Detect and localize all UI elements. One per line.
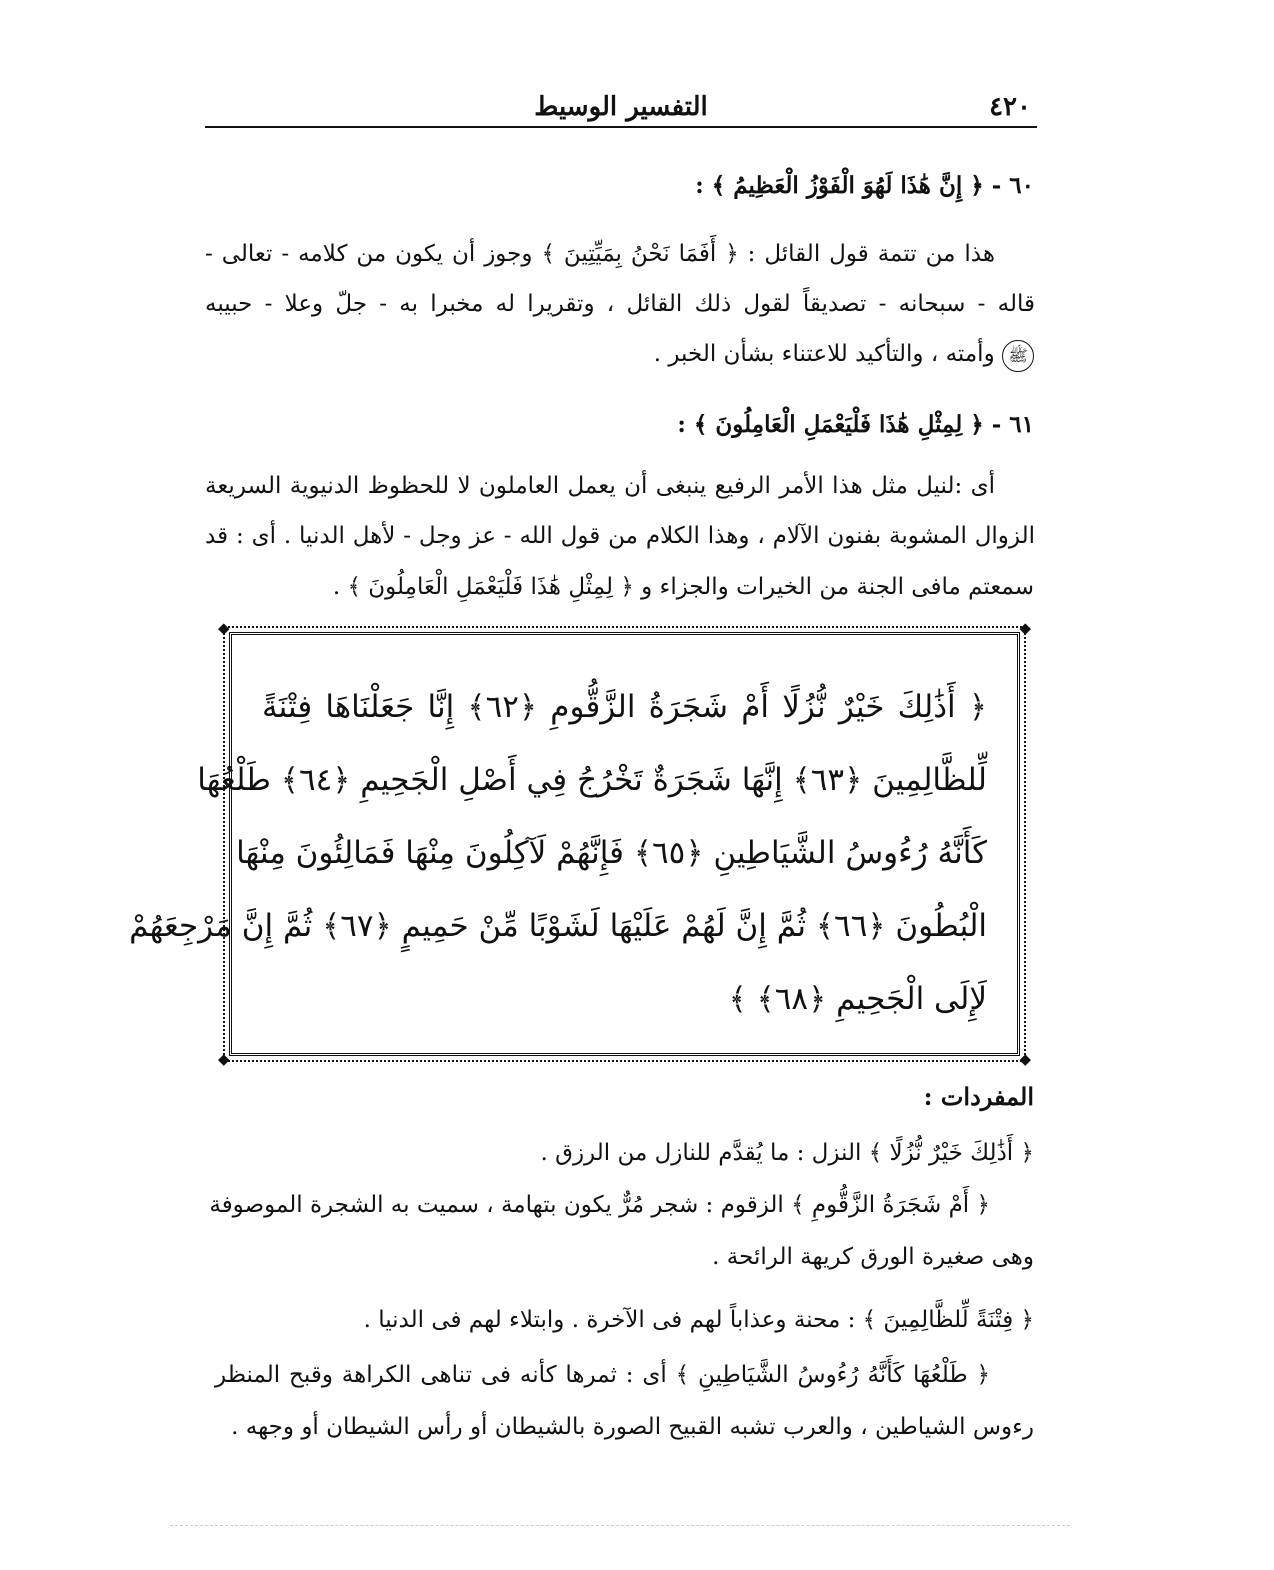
vocab-entry-2-line-1: ﴿ أَمْ شَجَرَةُ الزَّقُّومِ ﴾ الزقوم : شجر مُرٌّ يكون بتهامة ، سميت به الشجرة الموصوفة: [209, 1192, 990, 1218]
ornament-diamond-icon: ◆: [218, 619, 230, 637]
vocab-entry-4-line-1: ﴿ طَلْعُهَا كَأَنَّهُ رُءُوسُ الشَّيَاطِينِ ﴾ أى : ثمرها كأنه فى تناهى الكراهة وقبح المنظر: [215, 1362, 990, 1388]
quran-verse-box: [129, 619, 1031, 1068]
vocab-entry-1: ﴿ أَذَٰلِكَ خَيْرٌ نُّزُلًا ﴾ النزل : ما يُقدَّم للنازل من الرزق .: [540, 1140, 1034, 1166]
verse-61-heading: ٦١ - ﴿ لِمِثْلِ هَٰذَا فَلْيَعْمَلِ الْعَامِلُونَ ﴾ :: [677, 411, 1034, 438]
ornament-diamond-icon: ◆: [1019, 619, 1031, 637]
quran-line-4: الْبُطُونَ ﴿٦٦﴾ ثُمَّ إِنَّ لَهُمْ عَلَيْهَا لَشَوْبًا مِّنْ حَمِيمٍ ﴿٦٧﴾ ثُمَّ إِنَّ مَرْجِعَهُمْ: [129, 908, 987, 944]
verse-60-line-3-text: وأمته ، والتأكيد للاعتناء بشأن الخبر .: [653, 341, 995, 367]
quran-line-1: ﴿ أَذَٰلِكَ خَيْرٌ نُّزُلًا أَمْ شَجَرَةُ الزَّقُّومِ ﴿٦٢﴾ إِنَّا جَعَلْنَاهَا فِتْنَةً: [262, 689, 988, 725]
ornament-diamond-icon: ◆: [1019, 1050, 1031, 1068]
verse-60-heading: ٦٠ - ﴿ إِنَّ هَٰذَا لَهُوَ الْفَوْزُ الْعَظِيمُ ﴾ :: [695, 172, 1034, 199]
vocab-entry-4-line-2: رءوس الشياطين ، والعرب تشبه القبيح الصورة بالشيطان أو رأس الشيطان أو وجهه .: [231, 1414, 1034, 1440]
scan-edge-rule: [170, 1525, 1070, 1526]
salawat-glyph: ﷺ: [1002, 340, 1034, 372]
quran-line-2: لِّلظَّالِمِينَ ﴿٦٣﴾ إِنَّهَا شَجَرَةٌ تَخْرُجُ فِي أَصْلِ الْجَحِيمِ ﴿٦٤﴾ طَلْعُهَا: [197, 762, 987, 798]
verse-60-line-2: قاله - سبحانه - تصديقاً لقول ذلك القائل ، وتقريرا له مخبرا به - جلّ وعلا - حبيبه: [205, 291, 1035, 317]
running-header: [205, 88, 1037, 128]
vocabulary-heading: المفردات :: [923, 1082, 1034, 1111]
quran-line-3: كَأَنَّهُ رُءُوسُ الشَّيَاطِينِ ﴿٦٥﴾ فَإِنَّهُمْ لَآكِلُونَ مِنْهَا فَمَالِئُونَ مِنْهَا: [236, 835, 987, 871]
vocab-entry-2-line-2: وهى صغيرة الورق كريهة الرائحة .: [712, 1244, 1034, 1270]
ornament-diamond-icon: ◆: [218, 1050, 230, 1068]
verse-60-line-1: هذا من تتمة قول القائل : ﴿ أَفَمَا نَحْنُ بِمَيِّتِينَ ﴾ وجوز أن يكون من كلامه - تعالى -: [205, 241, 995, 267]
quran-line-5: لَإِلَى الْجَحِيمِ ﴿٦٨﴾ ﴾: [728, 981, 987, 1017]
book-title: التفسير الوسيط: [534, 92, 708, 122]
verse-60-line-3: [654, 334, 1034, 374]
verse-61-line-2: الزوال المشوبة بفنون الآلام ، وهذا الكلام من قول الله - عز وجل - لأهل الدنيا . أى : قد: [205, 523, 1035, 549]
verse-61-line-1: أى :لنيل مثل هذا الأمر الرفيع ينبغى أن يعمل العاملون لا للحظوظ الدنيوية السريعة: [205, 473, 995, 499]
page-number: ٤٢٠: [989, 92, 1031, 122]
vocab-entry-3: ﴿ فِتْنَةً لِّلظَّالِمِينَ ﴾ : محنة وعذاباً لهم فى الآخرة . وابتلاء لهم فى الدنيا .: [363, 1307, 1034, 1333]
verse-61-line-3: سمعتم مافى الجنة من الخيرات والجزاء و ﴿ لِمِثْلِ هَٰذَا فَلْيَعْمَلِ الْعَامِلُونَ ﴾ .: [332, 574, 1034, 600]
